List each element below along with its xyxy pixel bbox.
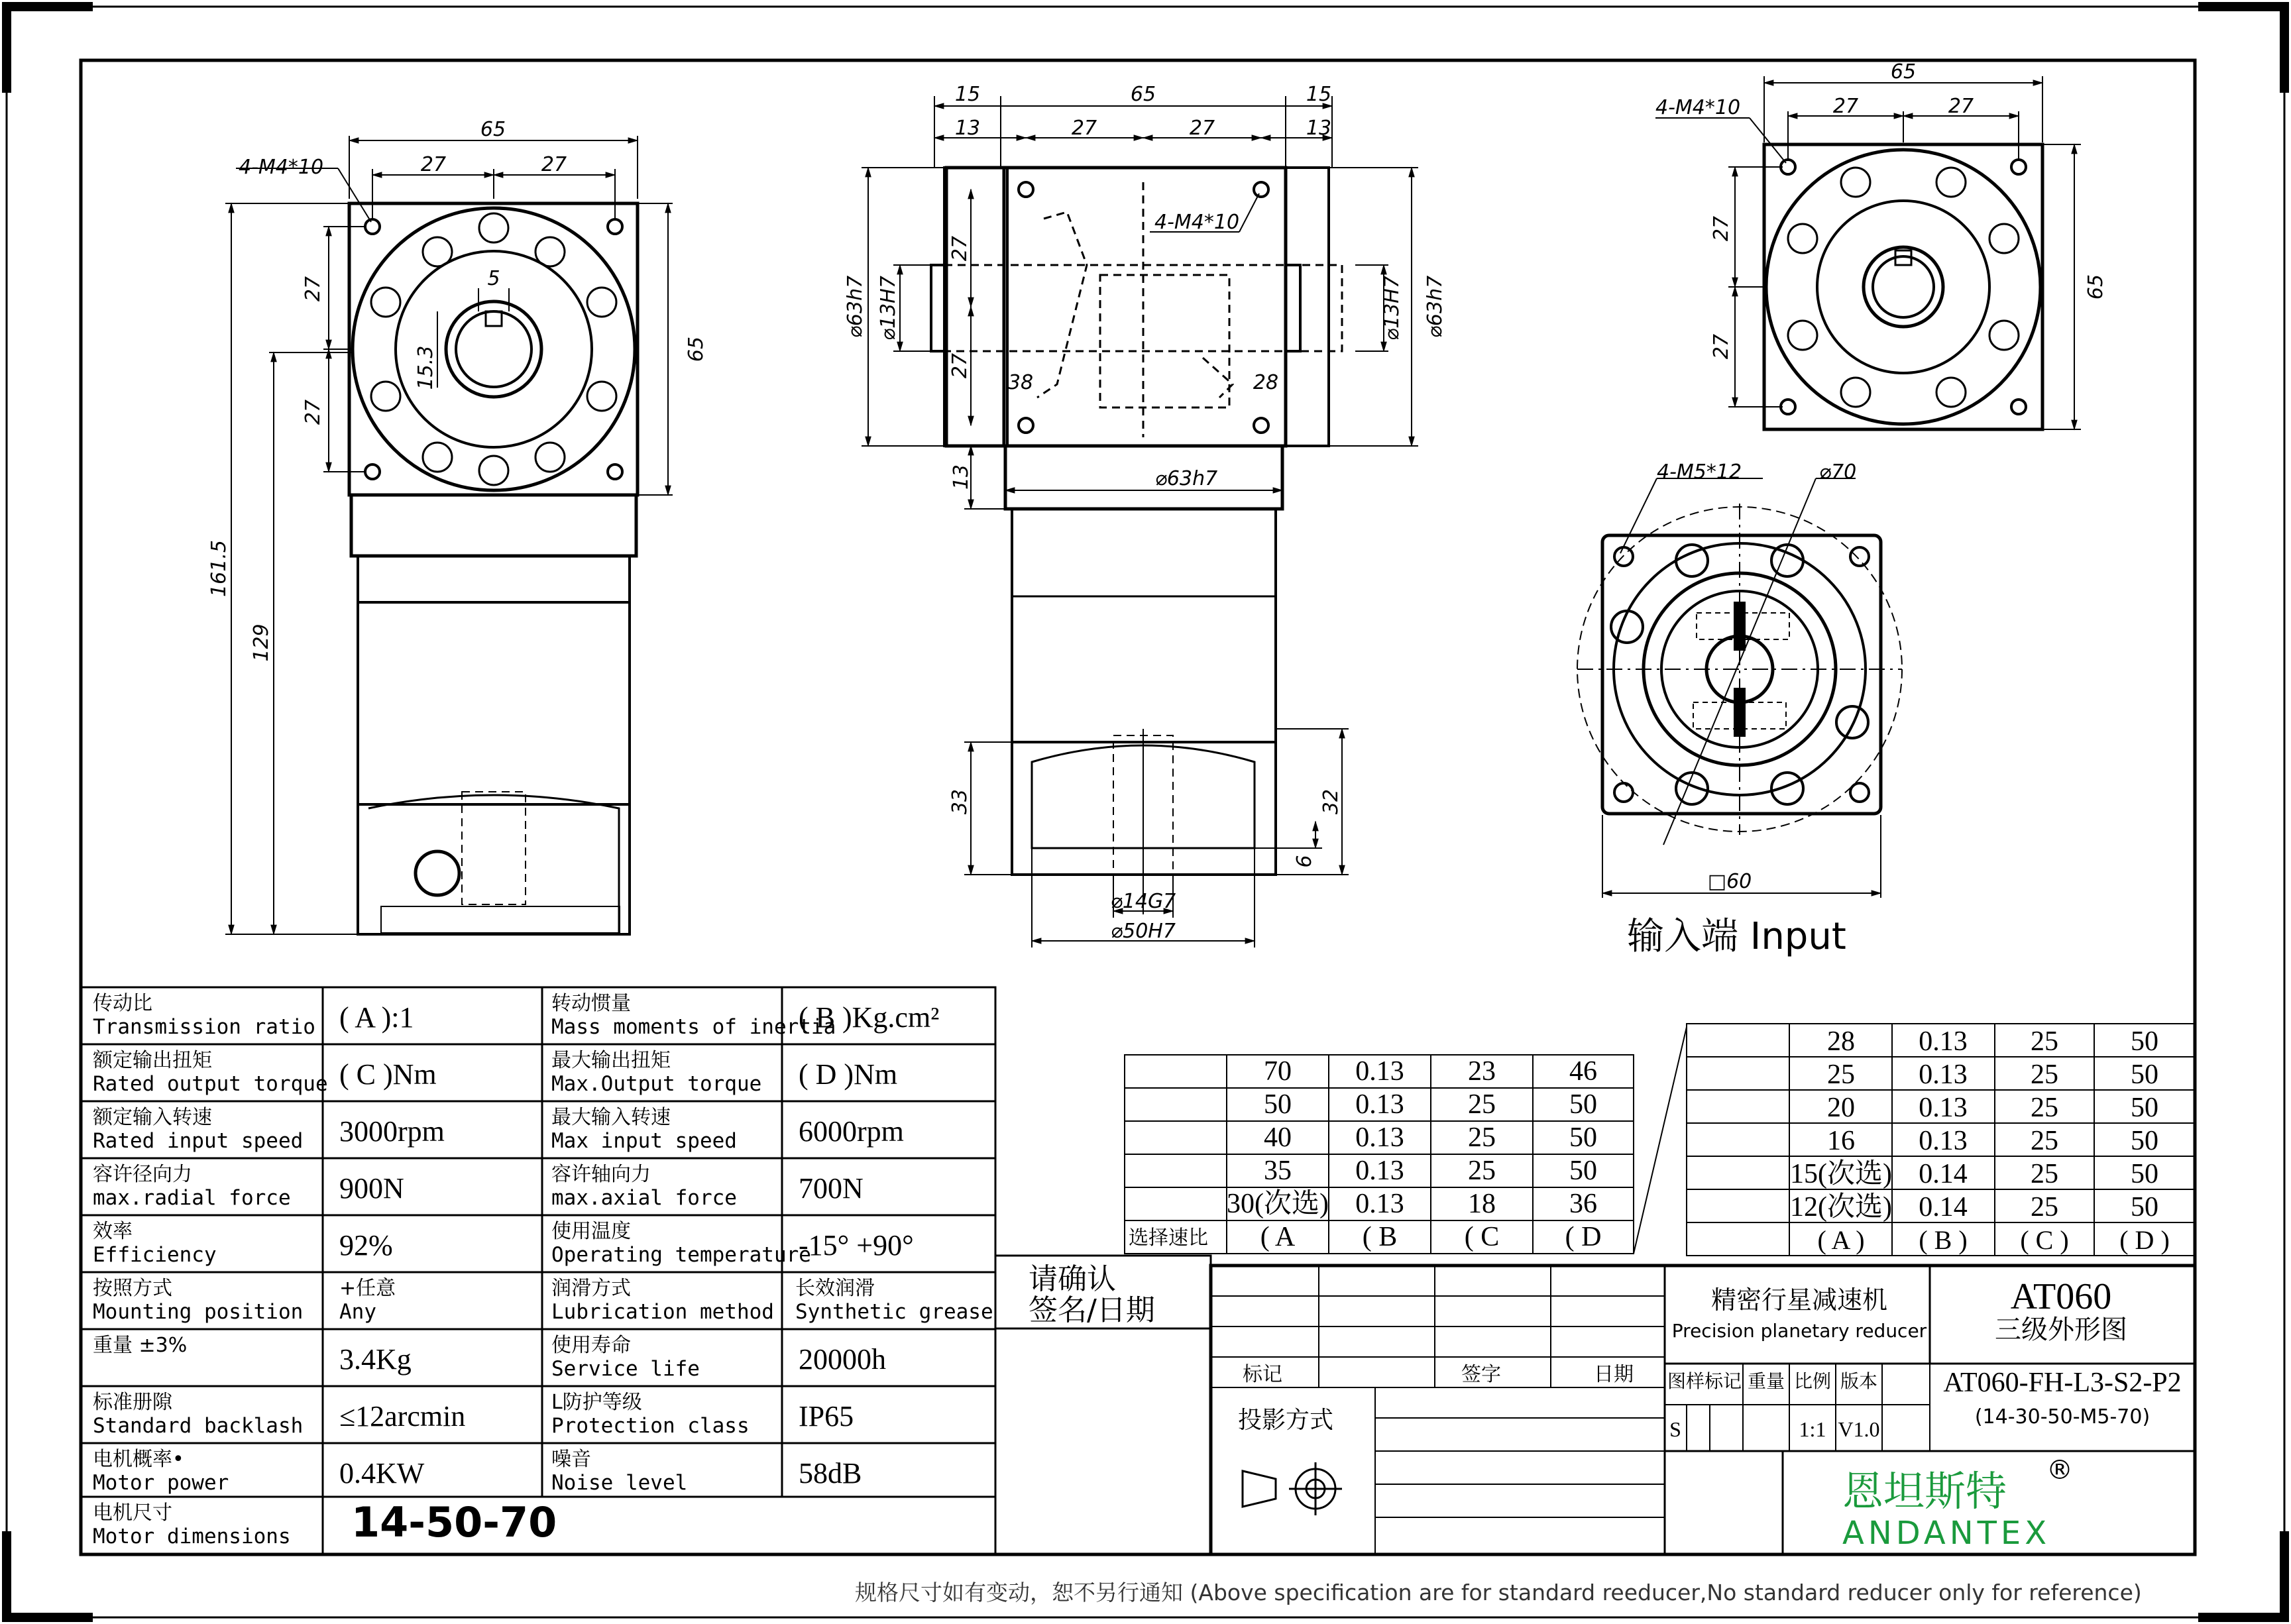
svg-text:27: 27: [541, 153, 567, 176]
ratio-cell: 0.13: [1919, 1026, 1968, 1057]
svg-text:标记: 标记: [1243, 1363, 1282, 1386]
spec-cn-label: 使用寿命: [551, 1334, 631, 1357]
svg-text:129: 129: [250, 623, 273, 662]
ratio-cell: 50: [2131, 1192, 2158, 1222]
svg-text:27: 27: [1071, 117, 1097, 140]
ratio-cell: 40: [1264, 1122, 1292, 1153]
spec-cn-label: 电机尺寸: [93, 1501, 172, 1525]
ratio-cell: 0.14: [1919, 1192, 1968, 1222]
ratio-header: ( D: [1565, 1222, 1602, 1252]
svg-text:161.5: 161.5: [207, 540, 231, 597]
spec-value: 92%: [339, 1229, 393, 1262]
ratio-cell: 0.13: [1355, 1089, 1404, 1120]
svg-text:4-M5*12: 4-M5*12: [1657, 460, 1742, 484]
spec-cn-label: 转动惯量: [551, 992, 631, 1015]
spec-value: 6000rpm: [799, 1115, 904, 1148]
svg-text:4-M4*10: 4-M4*10: [1154, 211, 1240, 234]
svg-text:⌀63h7: ⌀63h7: [1424, 275, 1447, 339]
svg-text:□60: □60: [1707, 870, 1752, 893]
ratio-cell: 46: [1569, 1056, 1597, 1087]
drawing-code: AT060-FH-L3-S2-P2: [1943, 1368, 2182, 1398]
spec-value: ( D )Nm: [799, 1058, 898, 1091]
spec-value: 长效润滑: [795, 1277, 875, 1300]
middle-view-dims: [844, 83, 1447, 943]
ratio-header: ( C ): [2020, 1225, 2069, 1255]
ratio-cell: 25: [1468, 1122, 1496, 1153]
spec-cn-label: 容许轴向力: [551, 1163, 651, 1186]
ratio-table-right: [1790, 1026, 2170, 1255]
svg-text:13: 13: [950, 464, 973, 490]
model: AT060: [2010, 1276, 2112, 1317]
svg-text:27: 27: [1832, 95, 1859, 118]
input-label: 输入端 Input: [1627, 915, 1846, 958]
ratio-cell: 16: [1827, 1126, 1855, 1156]
svg-text:27: 27: [948, 352, 972, 379]
svg-text:⌀70: ⌀70: [1819, 460, 1857, 484]
ratio-cell: 15(次选): [1790, 1159, 1892, 1189]
spec-value: 3.4Kg: [339, 1343, 412, 1376]
svg-text:27: 27: [1710, 333, 1733, 360]
ratio-cell: 25: [2031, 1126, 2058, 1156]
ratio-cell: 25: [1468, 1156, 1496, 1186]
ratio-cell: 18: [1468, 1189, 1496, 1219]
ratio-table-left-grid: [1125, 1027, 1687, 1254]
spec-en-label: max.radial force: [93, 1186, 291, 1210]
ratio-cell: 50: [1264, 1089, 1292, 1120]
right-top-view-dims: [1655, 60, 2107, 359]
ratio-cell: 0.14: [1919, 1159, 1968, 1189]
svg-text:15: 15: [1306, 83, 1332, 106]
spec-value: 58dB: [799, 1457, 862, 1489]
ratio-cell: 50: [1569, 1156, 1597, 1186]
spec-value: Any: [339, 1300, 376, 1324]
svg-text:6: 6: [1293, 855, 1316, 868]
ratio-cell: 0.13: [1355, 1056, 1404, 1087]
svg-text:⌀63h7: ⌀63h7: [1154, 467, 1218, 490]
svg-text:⌀63h7: ⌀63h7: [844, 275, 867, 339]
spec-en-label: Mass moments of inertia: [551, 1015, 836, 1039]
svg-text:⌀13H7: ⌀13H7: [1380, 276, 1404, 341]
spec-value: 700N: [799, 1172, 864, 1205]
ratio-cell: 25: [1468, 1089, 1496, 1120]
svg-text:27: 27: [1948, 95, 1974, 118]
svg-text:重量: 重量: [1747, 1370, 1785, 1392]
spec-cn-label: 额定输出扭矩: [93, 1049, 212, 1072]
spec-cn-label: 重量 ±3%: [93, 1334, 188, 1357]
svg-text:15.3: 15.3: [414, 345, 437, 390]
ratio-cell: 20: [1827, 1093, 1855, 1123]
ratio-cell: 28: [1827, 1026, 1855, 1057]
svg-text:⌀50H7: ⌀50H7: [1111, 920, 1176, 943]
svg-text:签字: 签字: [1461, 1363, 1501, 1386]
svg-text:15: 15: [954, 83, 981, 106]
ratio-cell: 35: [1264, 1156, 1292, 1186]
svg-text:65: 65: [1130, 83, 1156, 106]
spec-en-label: Standard backlash: [93, 1414, 304, 1438]
ratio-cell: 50: [2131, 1026, 2158, 1057]
brand-cn: 恩坦斯特: [1842, 1467, 2007, 1515]
svg-text:28: 28: [1253, 371, 1279, 394]
spec-cn-label: 润滑方式: [551, 1277, 631, 1300]
spec-cn-label: 额定输入转速: [93, 1106, 212, 1129]
ratio-cell: 0.13: [1355, 1122, 1404, 1153]
footer-note: 规格尺寸如有变动，恕不另行通知 (Above specification are for standard reeducer,No standard reducer only for reference): [855, 1580, 2142, 1605]
spec-en-label: Service life: [551, 1357, 700, 1381]
spec-en-label: Max.Output torque: [551, 1072, 762, 1096]
projection-symbol: [1243, 1462, 1342, 1515]
spec-cn-label: 最大输入转速: [551, 1106, 671, 1129]
spec-en-label: Rated input speed: [93, 1129, 304, 1153]
ratio-cell: 0.13: [1919, 1059, 1968, 1090]
spec-value: ≤12arcmin: [339, 1400, 466, 1433]
svg-text:33: 33: [948, 788, 972, 815]
spec-value: 14-50-70: [351, 1498, 557, 1546]
ratio-cell: 12(次选): [1790, 1192, 1892, 1222]
input-view: [1577, 478, 1902, 898]
ratio-cell: 50: [2131, 1159, 2158, 1189]
svg-text:4-M4*10: 4-M4*10: [1655, 96, 1741, 119]
svg-text:投影方式: 投影方式: [1237, 1407, 1334, 1434]
spec-en-label: Rated output torque: [93, 1072, 328, 1096]
spec-value: +任意: [339, 1277, 396, 1300]
ratio-cell: 0.13: [1919, 1126, 1968, 1156]
ratio-cell: 25: [1827, 1059, 1855, 1090]
spec-en-label: Protection class: [551, 1414, 750, 1438]
svg-text:S: S: [1669, 1417, 1681, 1441]
ratio-cell: 50: [2131, 1093, 2158, 1123]
drawing-code-sub: (14-30-50-M5-70): [1974, 1405, 2151, 1429]
ratio-cell: 25: [2031, 1059, 2058, 1090]
product-en: Precision planetary reducer: [1671, 1320, 1927, 1342]
spec-cn-label: L防护等级: [551, 1391, 642, 1414]
spec-en-label: Efficiency: [93, 1243, 217, 1267]
spec-en-label: Transmission ratio: [93, 1015, 315, 1039]
ratio-cell: 50: [2131, 1126, 2158, 1156]
left-view-dims: [207, 118, 708, 662]
svg-text:图样标记: 图样标记: [1667, 1370, 1742, 1392]
ratio-cell: 0.13: [1919, 1093, 1968, 1123]
ratio-cell: 25: [2031, 1093, 2058, 1123]
spec-en-label: Operating temperature: [551, 1243, 811, 1267]
spec-en-label: max.axial force: [551, 1186, 737, 1210]
spec-en-label: Max input speed: [551, 1129, 737, 1153]
ratio-cell: 50: [2131, 1059, 2158, 1090]
ratio-cell: 50: [1569, 1122, 1597, 1153]
spec-cn-label: 使用温度: [551, 1220, 631, 1243]
spec-cn-label: 噪音: [551, 1448, 591, 1471]
svg-text:⌀14G7: ⌀14G7: [1110, 890, 1176, 913]
svg-text:⌀13H7: ⌀13H7: [877, 276, 900, 341]
svg-text:32: 32: [1319, 788, 1343, 815]
svg-text:65: 65: [685, 336, 708, 362]
ratio-cell: 25: [2031, 1192, 2058, 1222]
spec-en-label: Lubrication method: [551, 1300, 774, 1324]
ratio-cell: 36: [1569, 1189, 1597, 1219]
ratio-cell: 70: [1264, 1056, 1292, 1087]
product-cn: 精密行星减速机: [1710, 1285, 1888, 1315]
svg-text:比例: 比例: [1793, 1370, 1832, 1392]
spec-value: 20000h: [799, 1343, 886, 1376]
spec-cn-label: 最大输出扭矩: [551, 1049, 671, 1072]
spec-value: Synthetic grease: [795, 1300, 993, 1324]
svg-text:13: 13: [1306, 117, 1332, 140]
svg-text:4-M4*10: 4-M4*10: [239, 156, 324, 179]
middle-view: [862, 96, 1418, 947]
spec-value: ( C )Nm: [339, 1058, 437, 1091]
spec-en-label: Noise level: [551, 1471, 688, 1495]
spec-cn-label: 标准册隙: [93, 1391, 172, 1414]
svg-text:1:1: 1:1: [1799, 1417, 1826, 1441]
confirm-line2: 签名/日期: [1029, 1293, 1155, 1327]
svg-text:13: 13: [954, 117, 981, 140]
spec-cn-label: 电机概率•: [93, 1448, 184, 1471]
right-top-view: [1655, 76, 2081, 429]
confirm-line1: 请确认: [1029, 1262, 1116, 1296]
svg-text:27: 27: [1189, 117, 1215, 140]
ratio-header: ( A ): [1817, 1225, 1865, 1255]
ratio-header: ( B: [1362, 1222, 1398, 1252]
svg-text:日期: 日期: [1594, 1363, 1634, 1386]
ratio-cell: 0.13: [1355, 1156, 1404, 1186]
svg-text:5: 5: [487, 267, 500, 290]
ratio-cell: 50: [1569, 1089, 1597, 1120]
svg-text:65: 65: [480, 118, 506, 141]
spec-en-label: Mounting position: [93, 1300, 304, 1324]
svg-text:27: 27: [302, 399, 325, 425]
ratio-header: ( C: [1464, 1222, 1500, 1252]
spec-cn-label: 传动比: [93, 992, 152, 1015]
spec-value: 0.4KW: [339, 1457, 425, 1489]
ratio-header: ( A: [1260, 1222, 1296, 1252]
svg-text:版本: 版本: [1840, 1370, 1878, 1392]
ratio-header: ( B ): [1919, 1225, 1968, 1255]
drawing-name: 三级外形图: [1995, 1315, 2127, 1345]
svg-text:27: 27: [948, 235, 972, 262]
ratio-cell: 30(次选): [1227, 1189, 1329, 1219]
ratio-cell: 0.13: [1355, 1189, 1404, 1219]
brand-reg: ®: [2046, 1455, 2073, 1486]
ratio-header: ( D ): [2119, 1225, 2170, 1255]
svg-text:27: 27: [1710, 215, 1733, 242]
svg-text:65: 65: [1890, 60, 1917, 83]
left-view: [225, 136, 673, 934]
svg-text:27: 27: [420, 153, 447, 176]
svg-text:38: 38: [1007, 371, 1034, 394]
ratio-cell: 25: [2031, 1159, 2058, 1189]
confirm-box: [995, 1256, 1211, 1328]
spec-value: ( B )Kg.cm²: [799, 1001, 940, 1034]
spec-en-label: Motor dimensions: [93, 1525, 291, 1548]
svg-text:V1.0: V1.0: [1838, 1417, 1880, 1441]
spec-value: ( A ):1: [339, 1001, 414, 1034]
spec-value: IP65: [799, 1400, 854, 1433]
spec-value: 3000rpm: [339, 1115, 445, 1148]
spec-en-label: Motor power: [93, 1471, 229, 1495]
spec-cn-label: 按照方式: [93, 1277, 172, 1300]
svg-text:27: 27: [302, 276, 325, 302]
spec-cn-label: 容许径向力: [93, 1163, 192, 1186]
spec-cn-label: 效率: [93, 1220, 133, 1243]
spec-value: -15° +90°: [799, 1229, 914, 1262]
ratio-cell: 25: [2031, 1026, 2058, 1057]
brand-en: ANDANTEX: [1842, 1515, 2051, 1552]
spec-value: 900N: [339, 1172, 404, 1205]
svg-text:65: 65: [2084, 274, 2107, 300]
ratio-cell: 23: [1468, 1056, 1496, 1087]
ratio-select-label: 选择速比: [1129, 1226, 1208, 1250]
